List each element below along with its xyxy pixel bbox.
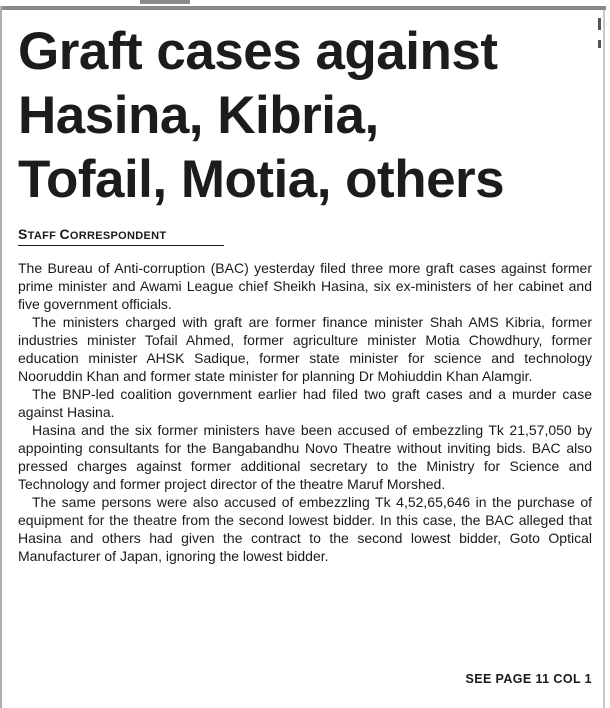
- headline: [18, 20, 592, 212]
- right-border-mark: [598, 18, 601, 30]
- headline-line: Tofail, Motia, others: [18, 150, 505, 209]
- top-border-notch: [140, 0, 190, 4]
- paragraph: The BNP-led coalition government earlier had filed two graft cases and a murder case against Hasina.: [18, 386, 592, 420]
- byline-initial: C: [59, 226, 70, 242]
- paragraph: The ministers charged with graft are former finance minister Shah AMS Kibria, former industries minister Tofail Ahmed, former agriculture minister Motia Chowdhury, former education minister AHSK Sadique, former state minister for science and technology Nooruddin Khan and former state minister for planning Dr Mohiuddin Khan Alamgir.: [18, 314, 592, 384]
- top-border-rule: [0, 6, 606, 10]
- paragraph: Hasina and the six former ministers have been accused of embezzling Tk 21,57,050 by appointing consultants for the Bangabandhu Novo Theatre without inviting bids. BAC also pressed charges against former additional secretary to the Ministry for Science and Technology and former project director of the theatre Maruf Morshed.: [18, 422, 592, 492]
- continuation-note: SEE PAGE 11 COL 1: [465, 672, 592, 686]
- right-border-rule: [603, 10, 605, 708]
- article-body: [18, 259, 592, 565]
- left-border-rule: [0, 6, 2, 708]
- paragraph: The same persons were also accused of embezzling Tk 4,52,65,646 in the purchase of equipment for the theatre from the second lowest bidder. In this case, the BAC alleged that Hasina and others had given the contract to the second lowest bidder, Goto Optical Manufacturer of Japan, ignoring the lowest bidder.: [18, 494, 592, 564]
- byline-text: TAFF: [27, 230, 60, 242]
- right-border-mark: [598, 40, 601, 48]
- byline: [18, 226, 224, 246]
- news-article: [18, 20, 592, 686]
- byline-text: ORRESPONDENT: [69, 230, 167, 242]
- headline-line: Graft cases against: [18, 22, 498, 81]
- headline-line: Hasina, Kibria,: [18, 86, 379, 145]
- byline-initial: S: [18, 226, 28, 242]
- paragraph: The Bureau of Anti-corruption (BAC) yesterday filed three more graft cases against former prime minister and Awami League chief Sheikh Hasina, six ex-ministers of her cabinet and five government officials.: [18, 260, 592, 312]
